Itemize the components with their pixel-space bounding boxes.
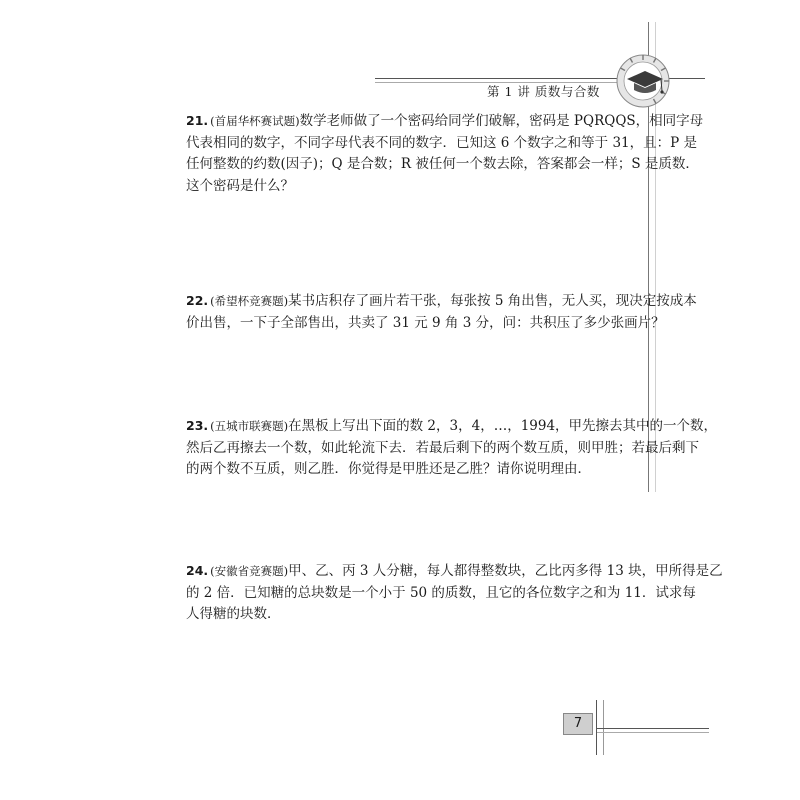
problem-21 [186, 110, 704, 197]
problem-line [186, 560, 723, 583]
problem-text: 数学老师做了一个密码给同学们破解，密码是 PQRQQS，相同字母 [299, 113, 704, 129]
problem-line: 任何整数的约数(因子)；Q 是合数；R 被任何一个数去除，答案都会一样；S 是质数． [186, 156, 699, 172]
problem-source: (首届华杯赛试题) [210, 114, 300, 128]
problem-line: 这个密码是什么？ [186, 177, 294, 194]
page-number: 7 [563, 713, 593, 735]
problem-line: 人得糖的块数． [186, 606, 281, 622]
problem-line: 然后乙再擦去一个数，如此轮流下去．若最后剩下的两个数互质，则甲胜；若最后剩下 [186, 439, 699, 456]
problem-line [186, 290, 697, 313]
problem-source: (安徽省竞赛题) [210, 564, 289, 578]
problem-text: 在黑板上写出下面的数 2，3，4，…，1994，甲先擦去其中的一个数， [288, 418, 718, 434]
footer-rule-light [597, 732, 709, 733]
problem-source: (五城市联赛题) [210, 419, 289, 433]
problem-line [186, 110, 704, 133]
problem-source: (希望杯竞赛题) [210, 294, 289, 308]
problem-line: 的 2 倍．已知糖的总块数是一个小于 50 的质数，且它的各位数字之和为 11．试求每 [186, 584, 696, 601]
problem-number: 21. [186, 113, 209, 128]
problem-text: 甲、乙、丙 3 人分糖，每人都得整数块，乙比丙多得 13 块，甲所得是乙 [288, 563, 723, 579]
problem-23 [186, 415, 718, 481]
problem-22 [186, 290, 697, 334]
problem-number: 23. [186, 418, 209, 433]
footer-rule [597, 728, 709, 729]
problem-24 [186, 560, 723, 626]
graduation-cap-emblem-icon [605, 45, 685, 110]
problem-number: 24. [186, 563, 209, 578]
problem-number: 22. [186, 293, 209, 308]
problem-line: 价出售，一下子全部售出，共卖了 31 元 9 角 3 分，问：共积压了多少张画片？ [186, 314, 665, 331]
problem-line: 的两个数不互质，则乙胜．你觉得是甲胜还是乙胜？请你说明理由． [186, 461, 591, 477]
problem-text: 某书店积存了画片若干张，每张按 5 角出售，无人买，现决定按成本 [288, 293, 697, 309]
problem-line: 代表相同的数字，不同字母代表不同的数字．已知这 6 个数字之和等于 31，且：P 是 [186, 134, 698, 151]
problem-line [186, 415, 718, 438]
chapter-title: 第 1 讲 质数与合数 [487, 84, 600, 99]
